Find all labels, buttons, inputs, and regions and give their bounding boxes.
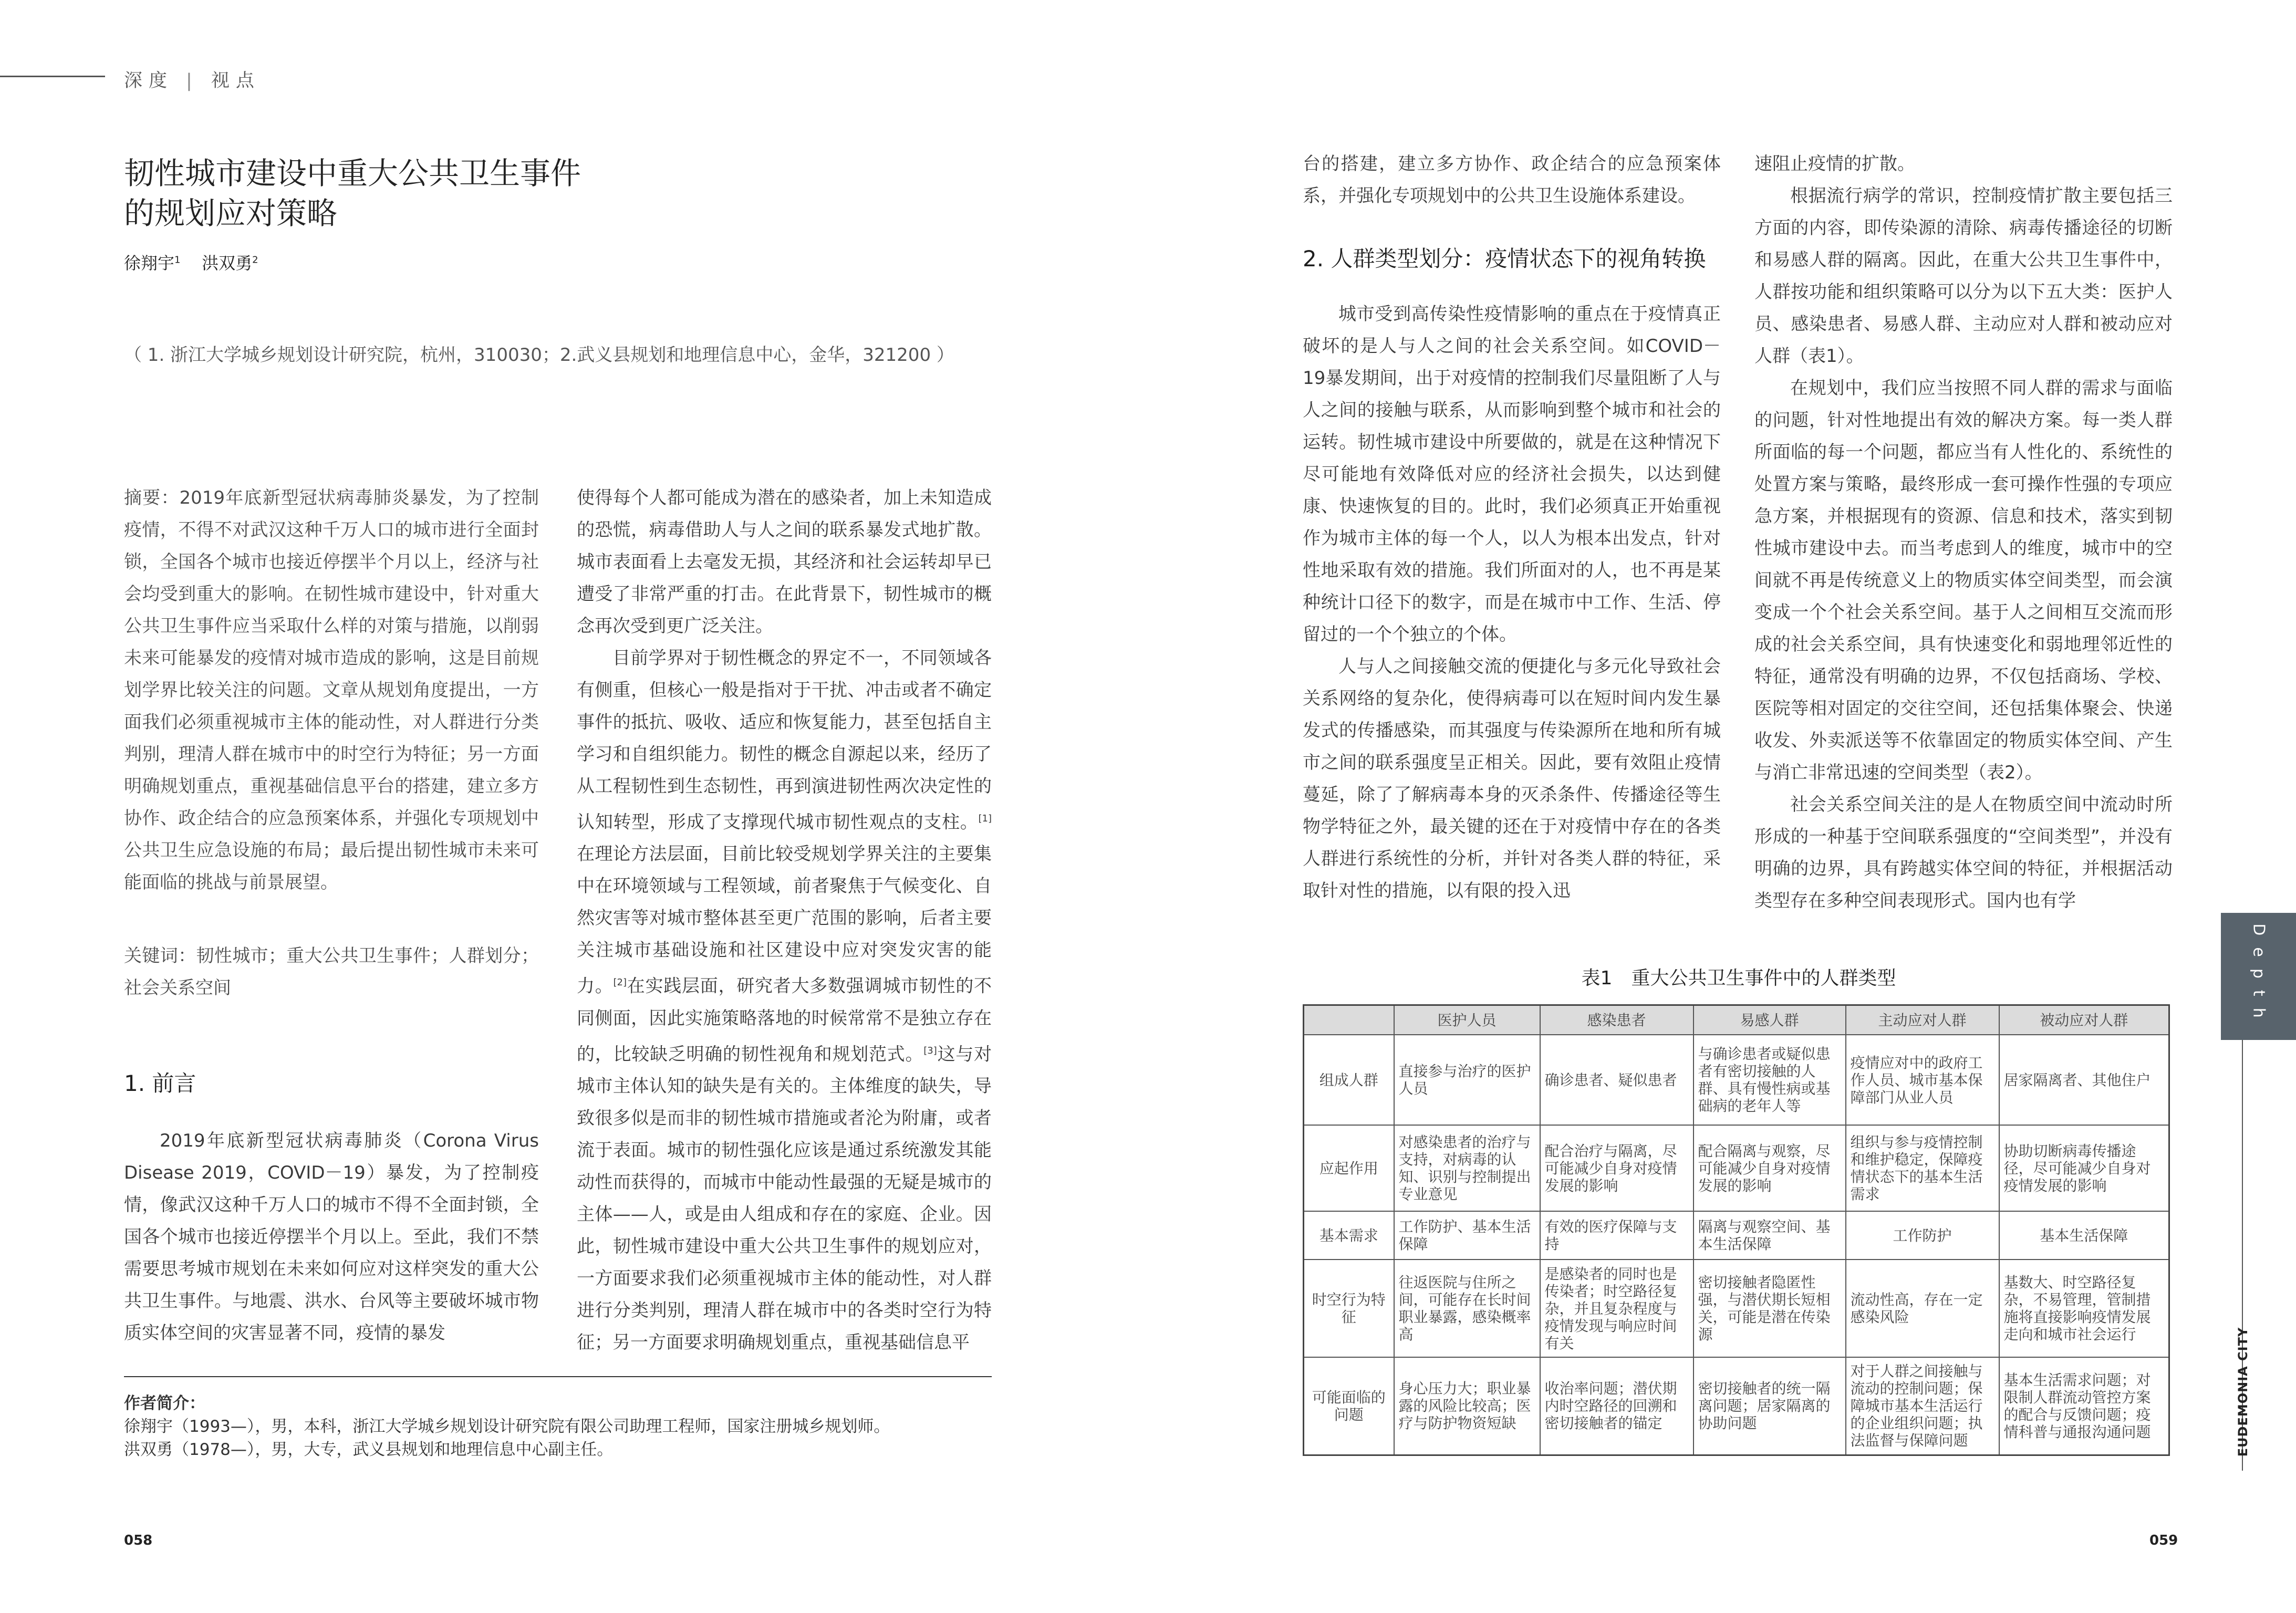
abstract-text: 2019年底新型冠状病毒肺炎暴发，为了控制疫情，不得不对武汉这种千万人口的城市进行全面封锁，全国各个城市也接近停摆半个月以上，经济与社会均受到重大的影响。在韧性城市建设中，针对重大公共卫生事件应当采取什么样的对策与措施，以削弱未来可能暴发的疫情对城市造成的影响，这是目前规划学界比较关注的问题。文章从规划角度提出，一方面我们必须重视城市主体的能动性，对人群进行分类判别，理清人群在城市中的时空行为特征；另一方面明确规划重点，重视基础信息平台的搭建，建立多方协作、政企结合的应急预案体系，并强化专项规划中公共卫生应急设施的布局；最后提出韧性城市未来可能面临的挑战与前景展望。 (124, 487, 539, 893)
brand-vertical: EUDEMONIA CITY (2236, 1327, 2250, 1457)
header-rule (0, 76, 105, 77)
table-header-cell: 感染患者 (1540, 1005, 1694, 1035)
title-line-2: 的规划应对策略 (124, 195, 338, 231)
table-row (1304, 1211, 2169, 1260)
row-label: 组成人群 (1304, 1035, 1394, 1125)
keywords-label: 关键词： (124, 945, 196, 966)
header-separator: | (186, 70, 199, 91)
column-3-top (1303, 148, 1721, 212)
table-cell: 是感染者的同时也是传染者；时空路径复杂，并且复杂程度与疫情发现与响应时间有关 (1540, 1260, 1694, 1357)
table-1 (1303, 1004, 2170, 1456)
table-cell: 基本生活保障 (1999, 1211, 2169, 1260)
footnote-rule (124, 1376, 992, 1377)
page-number-right: 059 (2149, 1533, 2178, 1548)
authors (124, 250, 258, 274)
table-cell: 隔离与观察空间、基本生活保障 (1694, 1211, 1846, 1260)
paragraph: 人与人之间接触交流的便捷化与多元化导致社会关系网络的复杂化，使得病毒可以在短时间内发生暴发式的传播感染，而其强度与传染源所在地和所有城市之间的联系强度呈正相关。因此，要有效阻止疫情蔓延，除了了解病毒本身的灭杀条件、传播途径等生物学特征之外，最关键的还在于对疫情中存在的各类人群进行系统性的分析，并针对各类人群的特征，采取针对性的措施，以有限的投入迅 (1303, 656, 1721, 901)
table-row (1304, 1357, 2169, 1455)
side-tab-label: Depth (2249, 923, 2268, 1029)
table-cell: 居家隔离者、其他住户 (1999, 1035, 2169, 1125)
table-cell: 对感染患者的治疗与支持，对病毒的认知、识别与控制提出专业意见 (1394, 1125, 1540, 1211)
abstract (124, 482, 539, 899)
table-header-cell: 被动应对人群 (1999, 1005, 2169, 1035)
table-cell: 收治率问题；潜伏期内时空路径的回溯和密切接触者的锚定 (1540, 1357, 1694, 1455)
table-cell: 直接参与治疗的医护人员 (1394, 1035, 1540, 1125)
table-cell: 身心压力大；职业暴露的风险比较高；医疗与防护物资短缺 (1394, 1357, 1540, 1455)
paragraph: 2019年底新型冠状病毒肺炎（Corona Virus Disease 2019，COVID－19）暴发，为了控制疫情，像武汉这种千万人口的城市不得不全面封锁，全国各个城市也接近停摆半个月以上。至此，我们不禁需要思考城市规划在未来如何应对这样突发的重大公共卫生事件。与地震、洪水、台风等主要破坏城市物质实体空间的灾害显著不同，疫情的暴发 (124, 1130, 539, 1344)
table-row (1304, 1035, 2169, 1125)
table-header-cell: 医护人员 (1394, 1005, 1540, 1035)
table-cell: 密切接触者的统一隔离问题；居家隔离的协助问题 (1694, 1357, 1846, 1455)
section-1-heading: 1. 前言 (124, 1070, 196, 1096)
paragraph: 社会关系空间关注的是人在物质空间中流动时所形成的一种基于空间联系强度的“空间类型”，并没有明确的边界，具有跨越实体空间的特征，并根据活动类型存在多种空间表现形式。国内也有学 (1754, 794, 2173, 911)
table-cell: 流动性高，存在一定感染风险 (1846, 1260, 1999, 1357)
row-label: 可能面临的问题 (1304, 1357, 1394, 1455)
affiliation: （ 1. 浙江大学城乡规划设计研究院，杭州，310030；2.武义县规划和地理信息中心，金华，321200 ） (124, 345, 954, 366)
table-cell: 工作防护 (1846, 1211, 1999, 1260)
table-1-caption: 表1 重大公共卫生事件中的人群类型 (1581, 967, 1896, 989)
keywords (124, 940, 539, 1004)
section-header (124, 66, 261, 92)
table-cell: 疫情应对中的政府工作人员、城市基本保障部门从业人员 (1846, 1035, 1999, 1125)
paragraph: 目前学界对于韧性概念的界定不一，不同领域各有侧重，但核心一般是指对于干扰、冲击或者不确定事件的抵抗、吸收、适应和恢复能力，甚至包括自主学习和自组织能力。韧性的概念自源起以来，经历了从工程韧性到生态韧性，再到演进韧性两次决定性的认知转型，形成了支撑现代城市韧性观点的支柱。[1]在理论方法层面，目前比较受规划学界关注的主要集中在环境领域与工程领域，前者聚焦于气候变化、自然灾害等对城市整体甚至更广范围的影响，后者主要关注城市基础设施和社区建设中应对突发灾害的能力。[2]在实践层面，研究者大多数强调城市韧性的不同侧面，因此实施策略落地的时候常常不是独立存在的，比较缺乏明确的韧性视角和规划范式。[3]这与对城市主体认知的缺失是有关的。主体维度的缺失，导致很多似是而非的韧性城市措施或者沦为附庸，或者流于表面。城市的韧性强化应该是通过系统激发其能动性而获得的，而城市中能动性最强的无疑是城市的主体——人，或是由人组成和存在的家庭、企业。因此，韧性城市建设中重大公共卫生事件的规划应对，一方面要求我们必须重视城市主体的能动性，对人群进行分类判别，理清人群在城市中的各类时空行为特征；另一方面要求明确规划重点，重视基础信息平 (577, 648, 992, 1353)
table-header-cell: 主动应对人群 (1846, 1005, 1999, 1035)
row-label: 基本需求 (1304, 1211, 1394, 1260)
table-header-cell (1304, 1005, 1394, 1035)
author-1-sup: 1 (174, 254, 181, 266)
paragraph: 台的搭建，建立多方协作、政企结合的应急预案体系，并强化专项规划中的公共卫生设施体系建设。 (1303, 153, 1721, 206)
section-label: 深度 (124, 70, 174, 91)
author-notes (124, 1392, 1017, 1461)
page-number-left: 058 (124, 1533, 153, 1548)
author-2-sup: 2 (252, 254, 258, 266)
table-cell: 与确诊患者或疑似患者有密切接触的人群、具有慢性病或基础病的老年人等 (1694, 1035, 1846, 1125)
section-2-heading: 2. 人群类型划分：疫情状态下的视角转换 (1303, 246, 1706, 272)
subsection-label: 视点 (211, 70, 261, 91)
row-label: 应起作用 (1304, 1125, 1394, 1211)
title-line-1: 韧性城市建设中重大公共卫生事件 (124, 155, 581, 191)
table-cell: 对于人群之间接触与流动的控制问题；保障城市基本生活运行的企业组织问题；执法监督与保障问题 (1846, 1357, 1999, 1455)
table-cell: 基本生活需求问题；对限制人群流动管控方案的配合与反馈问题；疫情科普与通报沟通问题 (1999, 1357, 2169, 1455)
author-2: 洪双勇 (202, 253, 253, 273)
table-cell: 配合治疗与隔离，尽可能减少自身对疫情发展的影响 (1540, 1125, 1694, 1211)
table-cell: 配合隔离与观察，尽可能减少自身对疫情发展的影响 (1694, 1125, 1846, 1211)
table-cell: 协助切断病毒传播途径，尽可能减少自身对疫情发展的影响 (1999, 1125, 2169, 1211)
paragraph: 根据流行病学的常识，控制疫情扩散主要包括三方面的内容，即传染源的清除、病毒传播途径的切断和易感人群的隔离。因此，在重大公共卫生事件中，人群按功能和组织策略可以分为以下五大类：医护人员、感染患者、易感人群、主动应对人群和被动应对人群（表1）。 (1754, 185, 2173, 367)
keywords-text: 韧性城市；重大公共卫生事件；人群划分；社会关系空间 (124, 945, 539, 998)
column-3-text (1303, 298, 1721, 907)
row-label: 时空行为特征 (1304, 1260, 1394, 1357)
footnote-author-1: 徐翔宇（1993—），男，本科，浙江大学城乡规划设计研究院有限公司助理工程师，国家注册城乡规划师。 (124, 1417, 890, 1436)
paragraph: 速阻止疫情的扩散。 (1754, 153, 1915, 174)
table-row (1304, 1125, 2169, 1211)
abstract-label: 摘要： (124, 487, 180, 508)
citation-3: [3] (923, 1045, 937, 1056)
table-cell: 工作防护、基本生活保障 (1394, 1211, 1540, 1260)
paragraph: 在规划中，我们应当按照不同人群的需求与面临的问题，针对性地提出有效的解决方案。每一类人群所面临的每一个问题，都应当有人性化的、系统性的处置方案与策略，最终形成一套可操作性强的专项应急方案，并根据现有的资源、信息和技术，落实到韧性城市建设中去。而当考虑到人的维度，城市中的空间就不再是传统意义上的物质实体空间类型，而会演变成一个个社会关系空间。基于人之间相互交流而形成的社会关系空间，具有快速变化和弱地理邻近性的特征，通常没有明确的边界，不仅包括商场、学校、医院等相对固定的交往空间，还包括集体聚会、快递收发、外卖派送等不依靠固定的物质实体空间、产生与消亡非常迅速的空间类型（表2）。 (1754, 378, 2173, 783)
citation-1: [1] (978, 813, 992, 824)
citation-2: [2] (613, 977, 627, 988)
table-cell: 密切接触者隐匿性强，与潜伏期长短相关，可能是潜在传染源 (1694, 1260, 1846, 1357)
table-cell: 确诊患者、疑似患者 (1540, 1035, 1694, 1125)
table-header-row (1304, 1005, 2169, 1035)
author-1: 徐翔宇 (124, 253, 175, 273)
section-1-text (124, 1125, 539, 1349)
paragraph: 使得每个人都可能成为潜在的感染者，加上未知造成的恐慌，病毒借助人与人之间的联系暴发式地扩散。城市表面看上去毫发无损，其经济和社会运转却早已遭受了非常严重的打击。在此背景下，韧性城市的概念再次受到更广泛关注。 (577, 487, 992, 637)
table-cell: 基数大、时空路径复杂，不易管理，管制措施将直接影响疫情发展走向和城市社会运行 (1999, 1260, 2169, 1357)
column-4-text (1754, 148, 2173, 917)
footnote-author-2: 洪双勇（1978—），男，大专，武义县规划和地理信息中心副主任。 (124, 1440, 614, 1459)
footnote-label: 作者简介： (124, 1394, 205, 1413)
column-2-text (577, 482, 992, 1359)
table-row (1304, 1260, 2169, 1357)
table-header-cell: 易感人群 (1694, 1005, 1846, 1035)
table-cell: 有效的医疗保障与支持 (1540, 1211, 1694, 1260)
table-cell: 组织与参与疫情控制和维护稳定，保障疫情状态下的基本生活需求 (1846, 1125, 1999, 1211)
paragraph: 城市受到高传染性疫情影响的重点在于疫情真正破坏的是人与人之间的社会关系空间。如COVID－19暴发期间，出于对疫情的控制我们尽量阻断了人与人之间的接触与联系，从而影响到整个城市和社会的运转。韧性城市建设中所要做的，就是在这种情况下尽可能地有效降低对应的经济社会损失，以达到健康、快速恢复的目的。此时，我们必须真正开始重视作为城市主体的每一个人，以人为根本出发点，针对性地采取有效的措施。我们所面对的人，也不再是某种统计口径下的数字，而是在城市中工作、生活、停留过的一个个独立的个体。 (1303, 304, 1721, 645)
table-cell: 往返医院与住所之间，可能存在长时间职业暴露，感染概率高 (1394, 1260, 1540, 1357)
article-title (124, 153, 649, 233)
